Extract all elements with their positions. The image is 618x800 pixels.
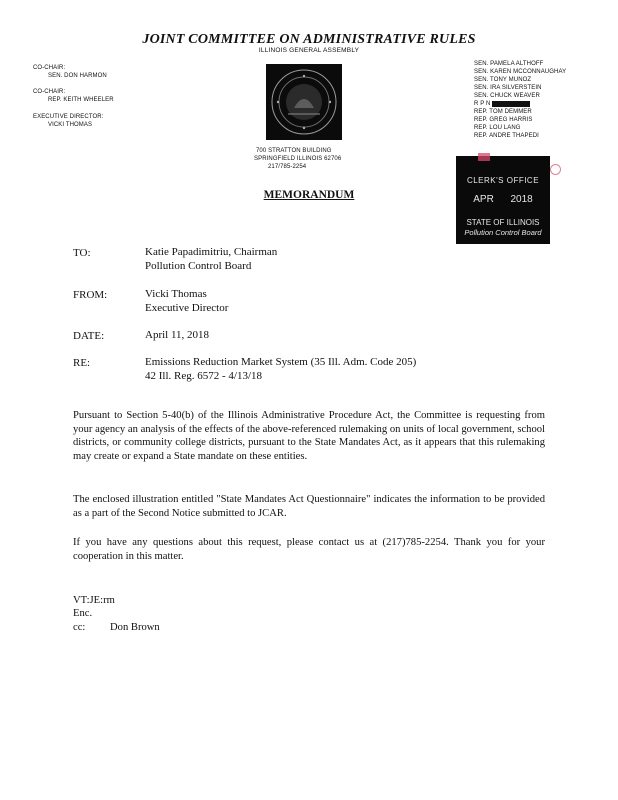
initials: VT:JE:rm: [73, 595, 115, 606]
to-name: Katie Papadimitriu, Chairman: [145, 246, 278, 258]
stamp-state: STATE OF ILLINOIS: [466, 218, 540, 227]
to-label: TO:: [73, 247, 91, 259]
re-line-2: 42 Ill. Reg. 6572 - 4/13/18: [145, 369, 263, 382]
enclosure-label: Enc.: [73, 608, 93, 619]
date-value: April 11, 2018: [145, 329, 210, 341]
address-line-1: 700 STRATTON BUILDING: [256, 148, 332, 154]
state-seal-icon: [266, 64, 342, 140]
exec-director-name: VICKI THOMAS: [48, 122, 93, 128]
cc-label: cc:: [73, 622, 86, 633]
to-organization: Pollution Control Board: [145, 259, 252, 272]
member-item: REP. GREG HARRIS: [474, 117, 533, 123]
cc-name: Don Brown: [110, 622, 160, 633]
stamp-clerk-office: CLERK'S OFFICE: [466, 176, 540, 185]
member-item: SEN. IRA SILVERSTEIN: [474, 85, 542, 91]
co-chair-label-2: CO-CHAIR:: [33, 89, 66, 95]
stamp-year: 2018: [510, 194, 533, 205]
memorandum-heading: MEMORANDUM: [263, 189, 355, 201]
member-item: SEN. TONY MUNOZ: [474, 77, 532, 83]
body-paragraph-1: Pursuant to Section 5-40(b) of the Illinois Administrative Procedure Act, the Committee is requesting from your agency an analysis of the effects of the above-referenced rulemaking on units of local government, school districts, or community college districts, pursuant to the State Mandates Act, as it appears that this rulemaking may create or expand a State mandate on these entities.: [73, 410, 545, 462]
address-line-2: SPRINGFIELD ILLINOIS 62706: [254, 156, 342, 162]
assembly-subtitle: ILLINOIS GENERAL ASSEMBLY: [258, 47, 360, 54]
members-list: [474, 60, 566, 140]
from-label: FROM:: [73, 289, 108, 301]
red-ink-circle: [550, 164, 561, 175]
member-item: R P N: [474, 101, 491, 107]
from-sender: [145, 288, 228, 315]
co-chair-name-2: REP. KEITH WHEELER: [48, 97, 114, 103]
red-ink-mark: [478, 153, 490, 161]
redaction-bar: [492, 101, 530, 107]
stamp-month: APR: [473, 194, 494, 205]
member-item: SEN. PAMELA ALTHOFF: [474, 61, 544, 67]
committee-title: JOINT COMMITTEE ON ADMINISTRATIVE RULES: [142, 32, 476, 47]
re-line-1: Emissions Reduction Market System (35 Ill. Adm. Code 205): [145, 356, 417, 368]
co-chair-label-1: CO-CHAIR:: [33, 65, 66, 71]
to-recipient: [145, 246, 277, 273]
member-item: SEN. CHUCK WEAVER: [474, 93, 540, 99]
body-paragraph-2: The enclosed illustration entitled "State Mandates Act Questionnaire" indicates the information to be provided as a part of the Second Notice submitted to JCAR.: [73, 494, 545, 519]
exec-director-label: EXECUTIVE DIRECTOR:: [33, 114, 104, 120]
address-line-3: 217/785-2254: [268, 164, 307, 170]
date-label: DATE:: [73, 330, 105, 342]
member-item: REP. ANDRE THAPEDI: [474, 133, 539, 139]
member-item: SEN. KAREN MCCONNAUGHAY: [474, 69, 567, 75]
member-item: REP. TOM DEMMER: [474, 109, 532, 115]
stamp-board: Pollution Control Board: [464, 228, 542, 237]
body-paragraph-3: If you have any questions about this request, please contact us at (217)785-2254. Thank you for your cooperation in this matter.: [73, 537, 545, 562]
co-chair-name-1: SEN. DON HARMON: [48, 73, 107, 79]
re-label: RE:: [73, 357, 91, 369]
from-name: Vicki Thomas: [145, 288, 207, 300]
re-subject: [145, 356, 416, 383]
member-item: REP. LOU LANG: [474, 125, 521, 131]
from-title: Executive Director: [145, 301, 229, 314]
